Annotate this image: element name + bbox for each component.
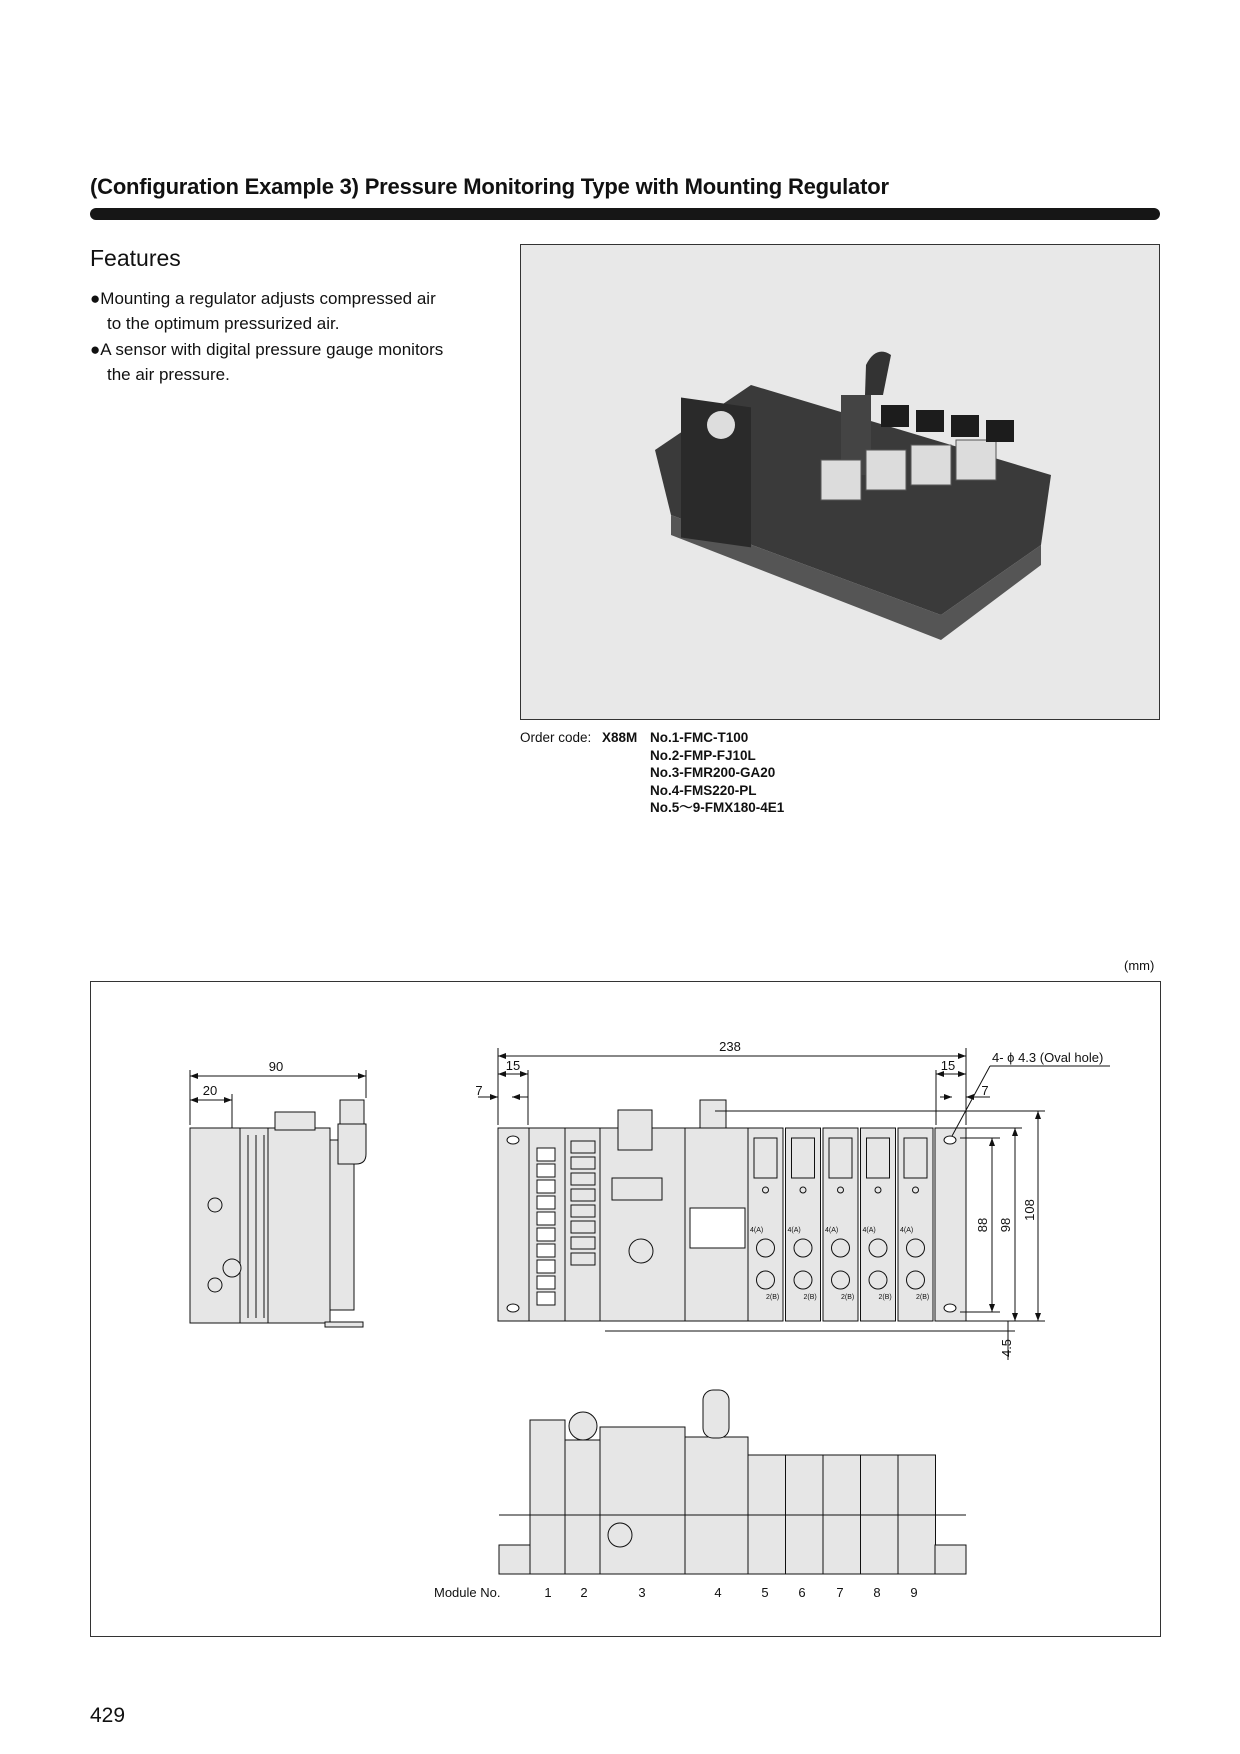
hole-note: 4- ϕ 4.3 (Oval hole) (992, 1050, 1104, 1065)
dim-left-hole: 7 (475, 1083, 483, 1098)
dim-side-width: 90 (268, 1059, 284, 1074)
port-b-label: 2(B) (916, 1294, 930, 1301)
oval-hole (944, 1304, 956, 1312)
feature-bullet-2: ●A sensor with digital pressure gauge monitors the air pressure. (90, 340, 444, 384)
bottom-module (530, 1420, 565, 1574)
left-end-plate (498, 1128, 529, 1321)
pressure-display (690, 1208, 745, 1248)
valve-solenoid (904, 1138, 927, 1178)
bottom-end-plate (935, 1545, 966, 1574)
module-number: 8 (873, 1585, 881, 1600)
indicator (571, 1205, 595, 1217)
bottom-module (499, 1545, 530, 1574)
module-number: 4 (714, 1585, 722, 1600)
port-b (869, 1271, 887, 1289)
dim-left-pitch: 15 (505, 1058, 521, 1073)
port-a-label: 4(A) (825, 1227, 839, 1234)
order-code-line: No.3-FMR200-GA20 (650, 765, 776, 781)
terminal (537, 1228, 555, 1241)
bottom-view (499, 1390, 966, 1574)
dim-hole-pitch: 88 (975, 1217, 990, 1233)
feature-bullet-1: ●Mounting a regulator adjusts compressed air to the optimum pressurized air. (90, 289, 436, 333)
valve-led (913, 1187, 919, 1193)
port-a (794, 1239, 812, 1257)
terminal (537, 1260, 555, 1273)
port-b-label: 2(B) (878, 1294, 892, 1301)
bottom-module (685, 1437, 748, 1574)
module-number: 5 (761, 1585, 769, 1600)
valve-led (838, 1187, 844, 1193)
sensor-knob (700, 1100, 726, 1128)
oval-hole (944, 1136, 956, 1144)
terminal (537, 1276, 555, 1289)
oval-hole (507, 1304, 519, 1312)
indicator (571, 1221, 595, 1233)
port-b (757, 1271, 775, 1289)
dim-overall-height: 108 (1022, 1199, 1037, 1221)
port-a (869, 1239, 887, 1257)
port-a (907, 1239, 925, 1257)
indicator (571, 1237, 595, 1249)
right-end-plate (935, 1128, 966, 1321)
port-a-label: 4(A) (750, 1227, 764, 1234)
dim-bottom-offset: 4.5 (999, 1338, 1014, 1358)
port-a (832, 1239, 850, 1257)
bottom-module (600, 1427, 685, 1574)
dim-right-hole: 7 (981, 1083, 989, 1098)
port-b-label: 2(B) (766, 1294, 780, 1301)
port-a-label: 4(A) (900, 1227, 914, 1234)
order-code: Order code: X88M No.1-FMC-T100 No.2-FMP-FJ10L No.3-FMR200-GA20 No.4-FMS220-PL No.5〜9-FMX180-4E1 (520, 730, 785, 816)
bottom-sensor-knob (703, 1390, 729, 1438)
port-a-label: 4(A) (787, 1227, 801, 1234)
terminal (537, 1180, 555, 1193)
gauge-window (612, 1178, 662, 1200)
module-number: 9 (910, 1585, 918, 1600)
terminal (537, 1148, 555, 1161)
order-code-line: No.2-FMP-FJ10L (650, 747, 756, 763)
module-label: Module No. (434, 1585, 501, 1600)
module-number: 3 (638, 1585, 646, 1600)
indicator (571, 1189, 595, 1201)
bottom-port (608, 1523, 632, 1547)
module-3 (600, 1128, 685, 1321)
valve-led (800, 1187, 806, 1193)
indicator (571, 1157, 595, 1169)
valve-led (875, 1187, 881, 1193)
port-b-label: 2(B) (803, 1294, 817, 1301)
oval-hole (507, 1136, 519, 1144)
dim-body-height: 98 (998, 1217, 1013, 1233)
terminal (537, 1212, 555, 1225)
terminal (537, 1292, 555, 1305)
module-number: 2 (580, 1585, 588, 1600)
module-number: 1 (544, 1585, 552, 1600)
features-heading: Features (90, 245, 181, 271)
port-a-label: 4(A) (862, 1227, 876, 1234)
regulator-port (629, 1239, 653, 1263)
valve-led (763, 1187, 769, 1193)
terminal (537, 1244, 555, 1257)
side-view (190, 1100, 366, 1327)
port-a (757, 1239, 775, 1257)
terminal (537, 1196, 555, 1209)
port-b-label: 2(B) (841, 1294, 855, 1301)
dim-overall-length: 238 (719, 1039, 741, 1054)
port-b (832, 1271, 850, 1289)
order-code-line: No.4-FMS220-PL (650, 782, 757, 798)
port-b (907, 1271, 925, 1289)
bottom-module (565, 1440, 600, 1574)
front-view (498, 1100, 966, 1321)
page-number: 429 (90, 1704, 126, 1727)
order-code-line: No.1-FMC-T100 (650, 730, 749, 745)
order-code-line: No.5〜9-FMX180-4E1 (650, 800, 785, 816)
indicator (571, 1141, 595, 1153)
port-b (794, 1271, 812, 1289)
indicator (571, 1253, 595, 1265)
valve-solenoid (867, 1138, 890, 1178)
valve-solenoid (754, 1138, 777, 1178)
page-title: (Configuration Example 3) Pressure Monitoring Type with Mounting Regulator (90, 174, 889, 199)
module-number: 6 (798, 1585, 806, 1600)
terminal (537, 1164, 555, 1177)
module-number: 7 (836, 1585, 844, 1600)
dim-right-pitch: 15 (940, 1058, 956, 1073)
valve-solenoid (829, 1138, 852, 1178)
unit-label: (mm) (1124, 958, 1155, 973)
indicator (571, 1173, 595, 1185)
valve-solenoid (792, 1138, 815, 1178)
regulator-knob (618, 1110, 652, 1150)
bottom-gauge (569, 1412, 597, 1440)
dim-side-offset: 20 (202, 1083, 218, 1098)
